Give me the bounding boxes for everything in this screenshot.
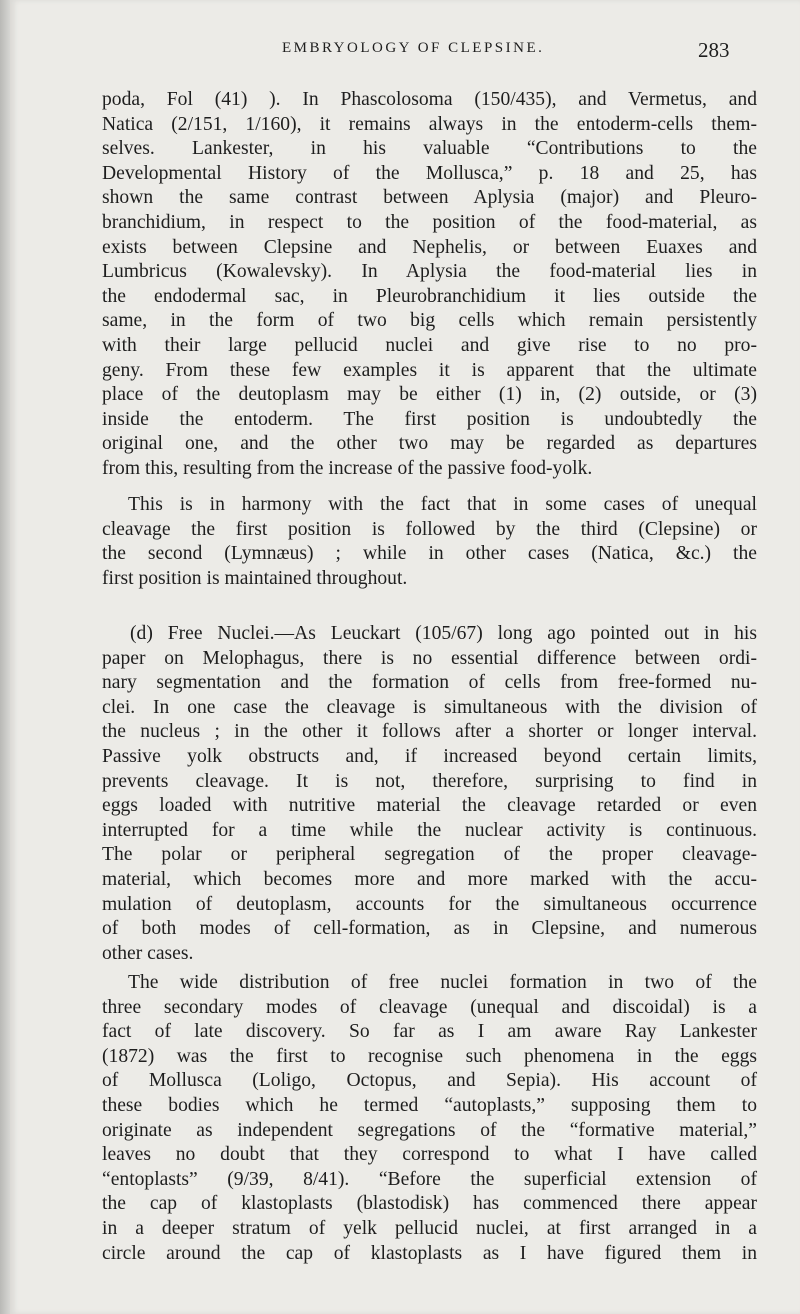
text-line: exists between Clepsine and Nephelis, or between Euaxes and xyxy=(102,236,757,258)
text-line: The polar or peripheral segregation of the proper cleavage- xyxy=(102,844,757,866)
text-line: of both modes of cell-formation, as in Clepsine, and numerous xyxy=(102,918,757,940)
text-line: place of the deutoplasm may be either (1) in, (2) outside, or (3) xyxy=(102,384,757,406)
paragraph-free-nuclei xyxy=(102,622,757,966)
text-line: paper on Melophagus, there is no essential difference between ordi- xyxy=(102,647,757,669)
text-line: same, in the form of two big cells which remain persistently xyxy=(102,310,757,332)
text-line: from this, resulting from the increase of the passive food-yolk. xyxy=(102,457,593,479)
paragraph-4 xyxy=(102,971,757,1266)
text-line: other cases. xyxy=(102,942,194,964)
text-line: branchidium, in respect to the position of the food-material, as xyxy=(102,211,757,233)
text-line: cleavage the first position is followed by the third (Clepsine) or xyxy=(102,518,757,540)
text-line: circle around the cap of klastoplasts as I have figured them in xyxy=(102,1242,757,1264)
text-line: with their large pellucid nuclei and give rise to no pro- xyxy=(102,334,757,356)
text-line: “entoplasts” (9/39, 8/41). “Before the superficial extension of xyxy=(102,1168,757,1190)
text-line: first position is maintained throughout. xyxy=(102,567,408,589)
text-line: interrupted for a time while the nuclear activity is continuous. xyxy=(102,819,757,841)
text-line: mulation of deutoplasm, accounts for the simultaneous occurrence xyxy=(102,893,757,915)
page-shadow-edge xyxy=(0,0,10,1314)
text-line: clei. In one case the cleavage is simultaneous with the division of xyxy=(102,696,757,718)
page-number: 283 xyxy=(698,38,730,62)
text-line: inside the entoderm. The first position is undoubtedly the xyxy=(102,408,757,430)
text-line: leaves no doubt that they correspond to what I have called xyxy=(102,1144,757,1166)
text-line: fact of late discovery. So far as I am aware Ray Lankester xyxy=(102,1021,757,1043)
section-heading-line: (d) Free Nuclei.—As Leuckart (105/67) long ago pointed out in his xyxy=(130,623,757,644)
text-line: shown the same contrast between Aplysia (major) and Pleuro- xyxy=(102,187,757,209)
text-line: poda, Fol (41) ). In Phascolosoma (150/435), and Vermetus, and xyxy=(102,89,757,110)
text-line: the endodermal sac, in Pleurobranchidium it lies outside the xyxy=(102,285,757,307)
text-line: material, which becomes more and more marked with the accu- xyxy=(102,868,757,890)
paragraph-1 xyxy=(102,88,757,482)
text-line: three secondary modes of cleavage (unequal and discoidal) is a xyxy=(102,996,757,1018)
text-line: the nucleus ; in the other it follows after a shorter or longer interval. xyxy=(102,721,757,743)
text-line: original one, and the other two may be regarded as departures xyxy=(102,433,757,455)
text-line: the cap of klastoplasts (blastodisk) has commenced there appear xyxy=(102,1193,757,1215)
text-line: nary segmentation and the formation of cells from free-formed nu- xyxy=(102,672,757,694)
text-line: This is in harmony with the fact that in some cases of unequal xyxy=(128,494,757,515)
text-line: selves. Lankester, in his valuable “Contributions to the xyxy=(102,138,757,160)
book-page xyxy=(10,0,800,1314)
paragraph-2 xyxy=(102,493,757,591)
text-line: eggs loaded with nutritive material the cleavage retarded or even xyxy=(102,795,757,817)
running-head xyxy=(10,40,800,70)
text-line: (1872) was the first to recognise such phenomena in the eggs xyxy=(102,1045,757,1067)
text-line: prevents cleavage. It is not, therefore, surprising to find in xyxy=(102,770,757,792)
text-line: Natica (2/151, 1/160), it remains always in the entoderm-cells them- xyxy=(102,113,757,135)
text-line: in a deeper stratum of yelk pellucid nuclei, at first arranged in a xyxy=(102,1217,757,1239)
running-head-title: EMBRYOLOGY OF CLEPSINE. xyxy=(282,40,545,56)
text-line: of Mollusca (Loligo, Octopus, and Sepia). His account of xyxy=(102,1070,757,1092)
text-line: Lumbricus (Kowalevsky). In Aplysia the food-material lies in xyxy=(102,261,757,283)
text-line: geny. From these few examples it is apparent that the ultimate xyxy=(102,359,757,381)
text-line: these bodies which he termed “autoplasts,” supposing them to xyxy=(102,1094,757,1116)
text-line: Passive yolk obstructs and, if increased beyond certain limits, xyxy=(102,745,757,767)
text-line: Developmental History of the Mollusca,” p. 18 and 25, has xyxy=(102,162,757,184)
text-line: the second (Lymnæus) ; while in other cases (Natica, &c.) the xyxy=(102,543,757,565)
text-line: The wide distribution of free nuclei formation in two of the xyxy=(128,972,757,993)
text-line: originate as independent segregations of the “formative material,” xyxy=(102,1119,757,1141)
